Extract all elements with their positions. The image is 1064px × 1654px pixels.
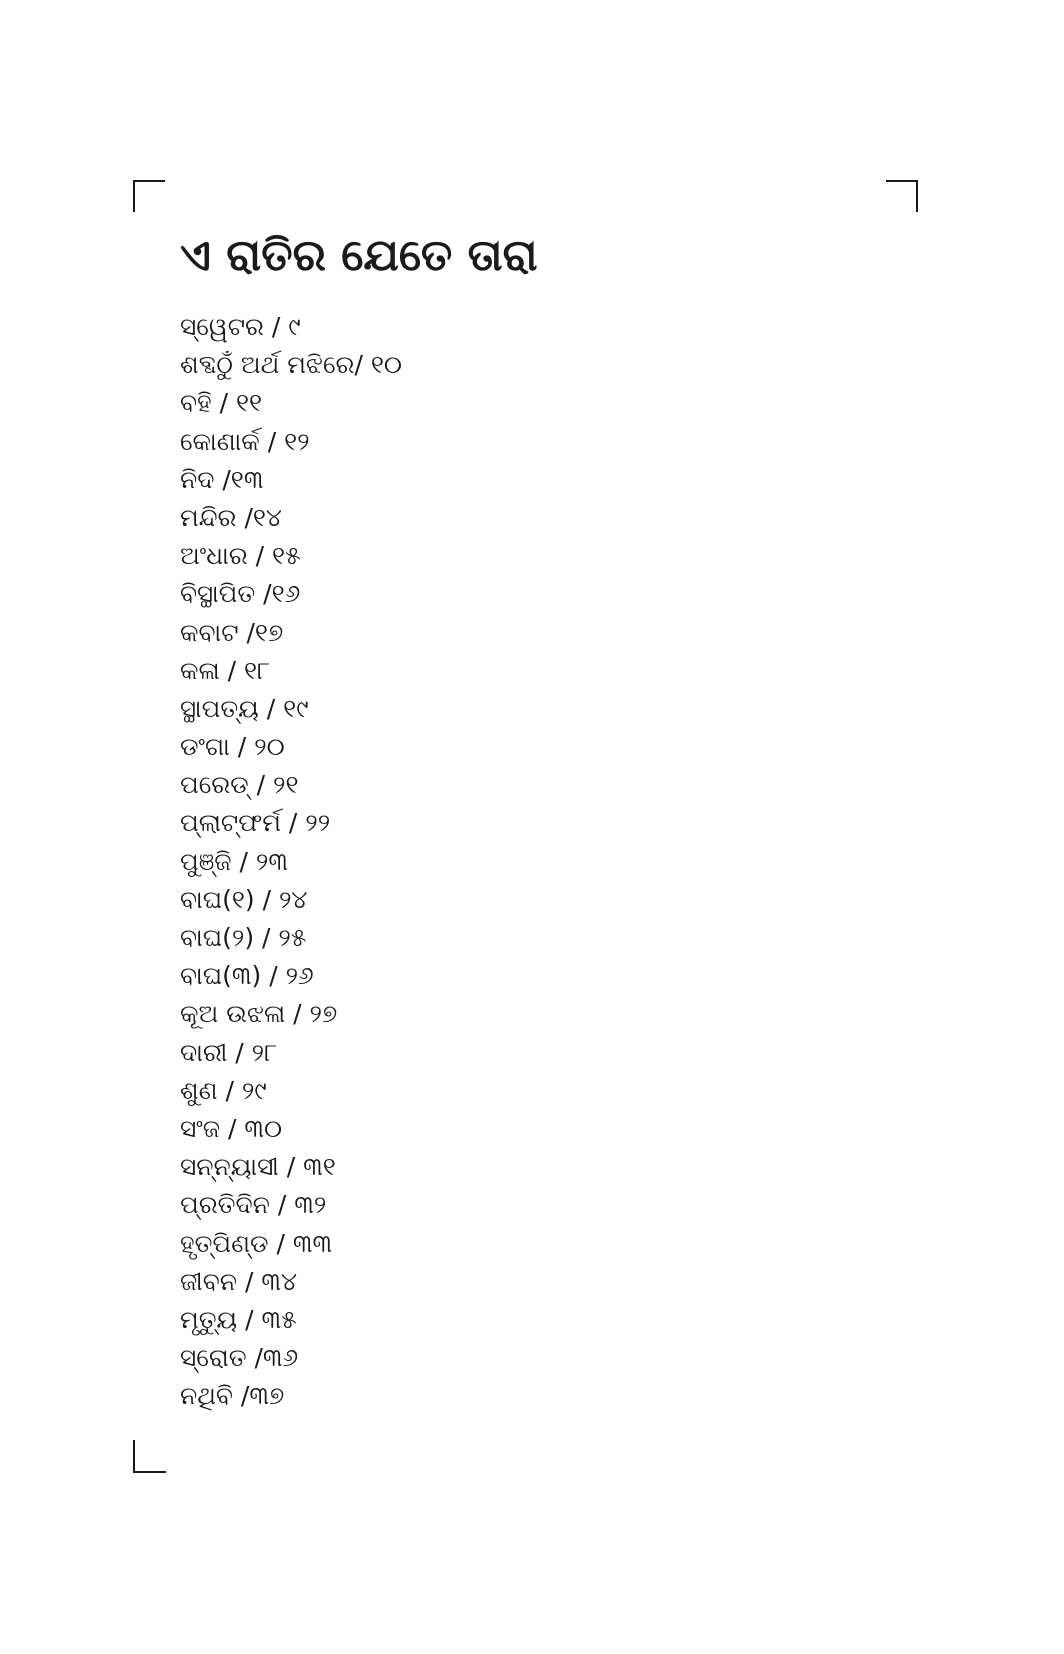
crop-mark-top-left-horizontal <box>133 180 165 182</box>
toc-entry: ସ୍ରୋତ /୩୬ <box>180 1343 299 1373</box>
toc-entry: ଅଂଧାର / ୧୫ <box>180 541 301 571</box>
toc-entry: ଦାରୀ / ୨୮ <box>180 1037 278 1067</box>
toc-entry: ନଥିବି /୩୭ <box>180 1381 285 1411</box>
toc-entry: ବହି / ୧୧ <box>180 388 262 418</box>
toc-entry: କୂଅ ଉଝଳା / ୨୭ <box>180 999 338 1029</box>
toc-entry: ସ୍ଥାପତ୍ୟ / ୧୯ <box>180 693 309 723</box>
toc-entry: ଶବ୍ଦଠୁଁ ଅର୍ଥ ମଝିରେ/ ୧୦ <box>180 350 402 380</box>
toc-entry: ଶୁଣ / ୨୯ <box>180 1075 267 1105</box>
crop-mark-top-left-vertical <box>133 180 135 212</box>
table-of-contents <box>180 308 402 1415</box>
toc-entry: ପ୍ଲାଟ୍‌ଫର୍ମ / ୨୨ <box>180 808 331 838</box>
toc-entry: ବାଘ(୨) / ୨୫ <box>180 923 307 952</box>
toc-entry: ବିସ୍ଥାପିତ /୧୬ <box>180 579 301 609</box>
toc-entry: ନିଦ /୧୩ <box>180 464 264 494</box>
toc-entry: ପରେଡ୍ / ୨୧ <box>180 770 299 800</box>
crop-mark-top-right-vertical <box>916 180 918 212</box>
toc-entry: ପ୍ରତିଦିନ / ୩୨ <box>180 1190 327 1220</box>
toc-entry: ମୃତ୍ୟୁ / ୩୫ <box>180 1304 297 1334</box>
toc-entry: ବାଘ(୩) / ୨୬ <box>180 961 314 991</box>
toc-entry: କବାଟ /୧୭ <box>180 617 284 647</box>
toc-entry: ପୁଞ୍ଜି / ୨୩ <box>180 846 288 876</box>
toc-entry: ଡଂଗା / ୨୦ <box>180 732 285 762</box>
toc-entry: ହୃତ୍‌ପିଣ୍ଡ / ୩୩ <box>180 1228 333 1258</box>
toc-entry: କଳା / ୧୮ <box>180 655 271 685</box>
toc-entry: ସଂଜ / ୩୦ <box>180 1113 283 1143</box>
toc-entry: ଜୀବନ / ୩୪ <box>180 1266 297 1296</box>
toc-entry: ବାଘ(୧) / ୨୪ <box>180 884 308 914</box>
toc-entry: ମନ୍ଦିର /୧୪ <box>180 502 282 532</box>
toc-entry: ସ୍ୱେଟର / ୯ <box>180 312 301 341</box>
crop-mark-bottom-left-vertical <box>133 1440 135 1473</box>
toc-entry: କୋଣାର୍କ / ୧୨ <box>180 426 310 456</box>
page-title: ଏ ରାତିର ଯେତେ ତାରା <box>180 230 538 281</box>
crop-mark-bottom-left-horizontal <box>133 1471 166 1473</box>
crop-mark-top-right-horizontal <box>886 180 918 182</box>
toc-entry: ସନ୍ନ୍ୟାସୀ / ୩୧ <box>180 1152 336 1182</box>
